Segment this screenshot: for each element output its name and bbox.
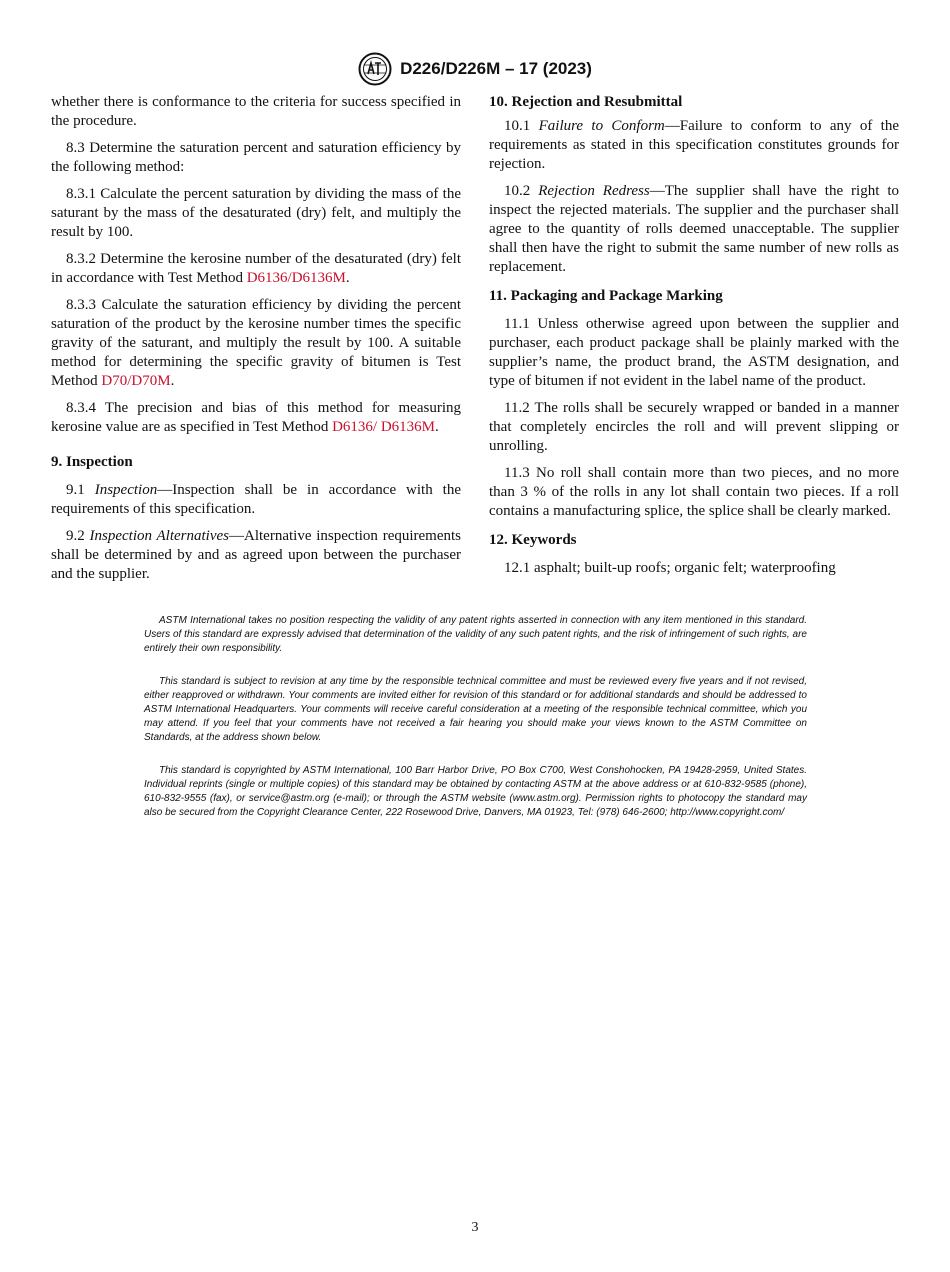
paragraph-10-2-title: Rejection Redress xyxy=(538,183,650,199)
standard-designation: D226/D226M – 17 (2023) xyxy=(400,59,592,78)
section-heading-9: 9. Inspection xyxy=(51,454,133,470)
paragraph-9-2-num: 9.2 xyxy=(66,528,90,544)
paragraph-11-1: 11.1 Unless otherwise agreed upon between the supplier and purchaser, each product package shall be plainly marked with the supplier’s name, the product brand, the ASTM designation, and type of bitumen if not evident in the label name of the product. xyxy=(489,316,899,389)
patent-notice: ASTM International takes no position respecting the validity of any patent rights asserted in connection with any item mentioned in this standard. Users of this standard are expressly advised that determination of the validity of any such patent rights, and the risk of infringement of such rights, are entirely their own responsibility. xyxy=(144,615,807,654)
section-heading-11: 11. Packaging and Package Marking xyxy=(489,288,723,304)
reference-link-d70[interactable]: D70/D70M xyxy=(101,373,171,389)
paragraph-8-3-2-text: 8.3.2 Determine the kerosine number of the desaturated (dry) felt in accordance with Test Method xyxy=(51,251,461,286)
paragraph-9-1-text: —Inspection shall be in accordance with the requirements of this specification. xyxy=(51,482,462,517)
paragraph-10-1-num: 10.1 xyxy=(504,118,539,134)
astm-logo-icon xyxy=(358,52,392,86)
paragraph-11-2: 11.2 The rolls shall be securely wrapped or banded in a manner that completely encircles the roll and will prevent slipping or unrolling. xyxy=(489,400,899,454)
page-number: 3 xyxy=(471,1220,479,1235)
paragraph-9-2 xyxy=(51,527,461,584)
copyright-notice: This standard is copyrighted by ASTM International, 100 Barr Harbor Drive, PO Box C700, West Conshohocken, PA 19428-2959, United States. Individual reprints (single or multiple copies) of this standard may be obtained by contacting ASTM at the above address or at 610-832-9585 (phone), 610-832-9555 (fax), or service@astm.org (e-mail); or through the ASTM website (www.astm.org). Permission rights to photocopy the standard may also be secured from the Copyright Clearance Center, 222 Rosewood Drive, Danvers, MA 01923, Tel: (978) 646-2600; http://www.copyright.com/ xyxy=(144,765,807,818)
paragraph-9-1 xyxy=(51,481,461,519)
paragraph-10-1-text: —Failure to conform to any of the requirements as stated in this specification constitutes grounds for rejection. xyxy=(489,118,899,172)
paragraph-8-3-4-text: 8.3.4 The precision and bias of this method for measuring kerosine value are as specified in Test Method xyxy=(51,400,461,435)
paragraph-8-3-3-text: 8.3.3 Calculate the saturation efficiency by dividing the percent saturation of the product by the kerosine number times the specific gravity of the saturant, and multiply the result by 100. A suitable method for determining the specific gravity of bitumen is Test Method xyxy=(51,297,461,389)
paragraph-10-1 xyxy=(489,117,899,174)
paragraph-8-3-1: 8.3.1 Calculate the percent saturation by dividing the mass of the saturant by the mass of the desaturated (dry) felt, and multiply the result by 100. xyxy=(51,186,461,240)
paragraph-8-3-2: 8.3.2 Determine the kerosine number of the desaturated (dry) felt in accordance with Test Method D6136/D6136M. xyxy=(51,251,461,286)
paragraph-9-2-text: —Alternative inspection requirements shall be determined by and as agreed upon between the purchaser and the supplier. xyxy=(51,528,461,582)
right-column xyxy=(489,93,899,586)
reference-link-d6136[interactable]: D6136/D6136M xyxy=(246,270,346,286)
paragraph-10-1-title: Failure to Conform xyxy=(538,118,665,134)
paragraph-9-2-title: Inspection Alternatives xyxy=(89,528,230,544)
paragraph-12-1: 12.1 asphalt; built-up roofs; organic felt; waterproofing xyxy=(504,560,836,576)
section-heading-10: 10. Rejection and Resubmittal xyxy=(489,94,683,110)
paragraph-10-2-num: 10.2 xyxy=(504,183,539,199)
paragraph-10-2 xyxy=(489,182,899,277)
paragraph-10-2-text: —The supplier shall have the right to inspect the rejected materials. The supplier and the purchaser shall agree to the quantity of rolls deemed unacceptable. The supplier shall then have the right to submit the same number of new rolls as replacement. xyxy=(489,183,899,275)
legal-notices xyxy=(144,614,807,840)
page-header xyxy=(0,52,950,86)
paragraph-continuation: whether there is conformance to the criteria for success specified in the procedure. xyxy=(51,94,461,129)
reference-link-d6136-second[interactable]: D6136/ D6136M xyxy=(332,419,436,435)
left-column xyxy=(51,93,461,592)
paragraph-9-1-num: 9.1 xyxy=(66,482,95,498)
paragraph-8-3-3: 8.3.3 Calculate the saturation efficiency by dividing the percent saturation of the product by the kerosine number times the specific gravity of the saturant, and multiply the result by 100. A suitable method for determining the specific gravity of bitumen is Test Method D70/D70M. xyxy=(51,297,461,389)
paragraph-8-3: 8.3 Determine the saturation percent and saturation efficiency by the following method: xyxy=(51,140,461,175)
paragraph-9-1-title: Inspection xyxy=(94,482,158,498)
revision-notice: This standard is subject to revision at any time by the responsible technical committee and must be reviewed every five years and if not revised, either reapproved or withdrawn. Your comments are invited either for revision of this standard or for additional standards and should be addressed to ASTM International Headquarters. Your comments will receive careful consideration at a meeting of the responsible technical committee, which you may attend. If you feel that your comments have not received a fair hearing you should make your views known to the ASTM Committee on Standards, at the address shown below. xyxy=(144,676,807,743)
section-heading-12: 12. Keywords xyxy=(489,532,577,548)
paragraph-8-3-4: 8.3.4 The precision and bias of this method for measuring kerosine value are as specified in Test Method D6136/ D6136M. xyxy=(51,400,461,435)
paragraph-11-3: 11.3 No roll shall contain more than two pieces, and no more than 3 % of the rolls in any lot shall contain two pieces. If a roll contains a manufacturing splice, the splice shall be clearly marked. xyxy=(489,465,899,519)
